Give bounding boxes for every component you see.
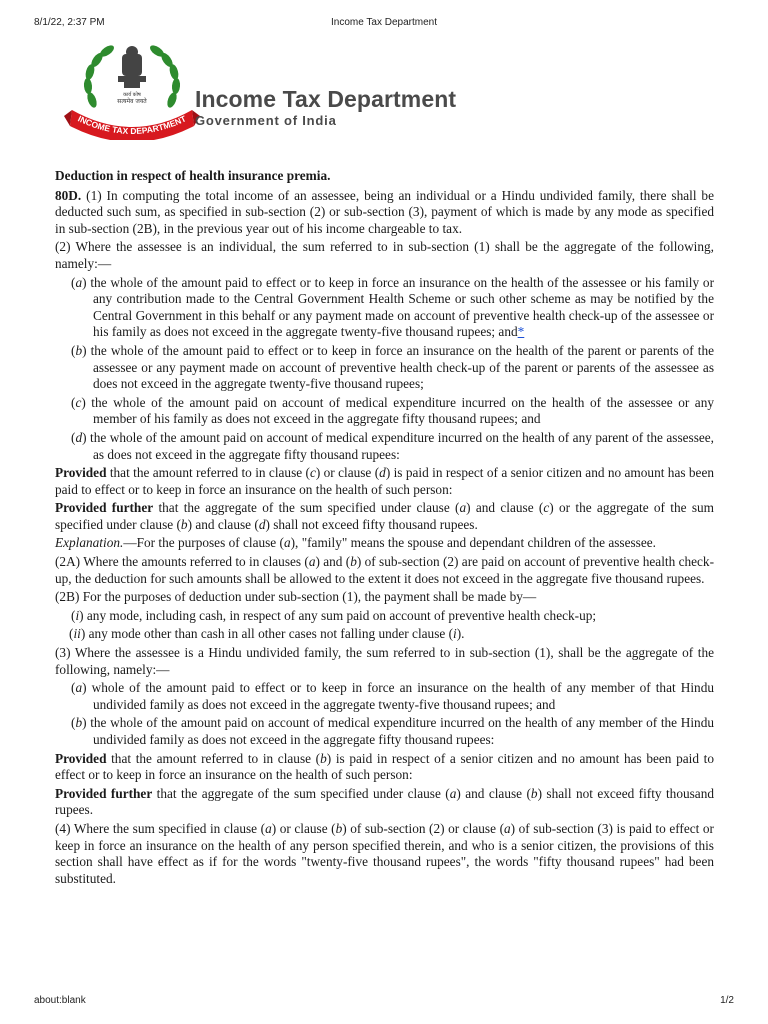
svg-text:सत्यमेव जयते: सत्यमेव जयते <box>117 98 147 105</box>
clause-2a: (a) the whole of the amount paid to effect or to keep in force an insurance on the health of the assessee or his family or any contribution made to the Central Government Health Scheme or such other scheme as may be notified by the Central Government in this behalf or any payment made on account of preventive health check-up of the assessee or his family as does not exceed in the aggregate twenty-five thousand rupees; and* <box>71 274 714 340</box>
subsection-2b: (2B) For the purposes of deduction under sub-section (1), the payment shall be made by— <box>55 589 537 605</box>
svg-text:कार्य कोष: कार्य कोष <box>123 92 141 98</box>
income-tax-emblem-icon <box>62 40 202 140</box>
explanation: Explanation.—For the purposes of clause (a), "family" means the spouse and dependant children of the assessee. <box>55 535 656 551</box>
clause-2b-ii: (ii) any mode other than cash in all other cases not falling under clause (i). <box>69 626 465 642</box>
clause-3a: (a) whole of the amount paid to effect or to keep in force an insurance on the health of any member of that Hindu undivided family as does not exceed in the aggregate twenty-five thousand rupees; and <box>71 680 714 712</box>
section-number: 80D. <box>55 187 82 203</box>
proviso-3: Provided that the amount referred to in clause (b) is paid in respect of a senior citizen and no amount has been paid to effect or to keep in force an insurance on the health of such person: <box>55 750 714 783</box>
masthead <box>50 40 730 140</box>
section-heading: Deduction in respect of health insurance premia. <box>55 168 331 183</box>
clause-3b: (b) the whole of the amount paid on account of medical expenditure incurred on the health of any member of the Hindu undivided family as does not exceed in the aggregate fifty thousand rupees: <box>71 715 714 747</box>
clause-2b-i: (i) any mode, including cash, in respect of any sum paid on account of preventive health check-up; <box>71 607 597 623</box>
proviso-1: Provided that the amount referred to in clause (c) or clause (d) is paid in respect of a senior citizen and no amount has been paid to effect or to keep in force an insurance on the health of such person: <box>55 465 714 497</box>
svg-text:INCOME TAX DEPARTMENT: INCOME TAX DEPARTMENT <box>76 113 188 137</box>
footnote-link[interactable]: * <box>517 324 525 340</box>
section-80d-content <box>55 168 714 889</box>
department-title: Income Tax Department <box>195 86 457 112</box>
subsection-1: 80D. (1) In computing the total income of an assessee, being an individual or a Hindu undivided family, there shall be deducted such sum, as specified in sub-section (2) or sub-section (3), payment of which is made by any mode as specified in sub-section (2B), in the previous year out of his income chargeable to tax. <box>55 187 714 236</box>
brand-block <box>195 86 456 130</box>
clause-2b: (b) the whole of the amount paid to effect or to keep in force an insurance on the health of the parent or parents of the assessee or any payment made on account of preventive health check-up of the parent or parents of the assessee as does not exceed in the aggregate twenty-five thousand rupees; <box>71 342 714 392</box>
subsection-4: (4) Where the sum specified in clause (a) or clause (b) of sub-section (2) or clause (a) of sub-section (3) is paid to effect or keep in force an insurance on the health of any person specified therein, and who is a senior citizen, the provisions of this section shall have effect as if for the words "twenty-five thousand rupees", the words "fifty thousand rupees" had been substituted. <box>55 820 714 886</box>
subsection-2a: (2A) Where the amounts referred to in clauses (a) and (b) of sub-section (2) are paid on account of preventive health check-up, the deduction for such amounts shall be allowed to the extent it does not exceed in the aggregate five thousand rupees. <box>55 554 714 586</box>
clause-2d: (d) the whole of the amount paid on account of medical expenditure incurred on the health of any parent of the assessee, as does not exceed in the aggregate fifty thousand rupees: <box>71 429 714 462</box>
subsection-2: (2) Where the assessee is an individual, the sum referred to in sub-section (1) shall be the aggregate of the following, namely:— <box>55 239 714 271</box>
print-url: about:blank <box>34 995 86 1006</box>
proviso-2: Provided further that the aggregate of the sum specified under clause (a) and clause (c) or the aggregate of the sum specified under clause (b) and clause (d) shall not exceed fifty thousand rupees. <box>55 500 715 532</box>
print-datetime: 8/1/22, 2:37 PM <box>34 17 105 28</box>
government-subtitle: Government of India <box>195 113 337 128</box>
print-page-number: 1/2 <box>720 995 734 1006</box>
subsection-3: (3) Where the assessee is a Hindu undivided family, the sum referred to in sub-section (1), shall be the aggregate of the following, namely:— <box>55 645 714 677</box>
print-page-title: Income Tax Department <box>331 17 437 28</box>
clause-2c: (c) the whole of the amount paid on account of medical expenditure incurred on the health of the assessee or any member of his family as does not exceed in the aggregate fifty thousand rupees; and <box>71 394 714 427</box>
proviso-4: Provided further that the aggregate of the sum specified under clause (a) and clause (b) shall not exceed fifty thousand rupees. <box>55 785 714 818</box>
